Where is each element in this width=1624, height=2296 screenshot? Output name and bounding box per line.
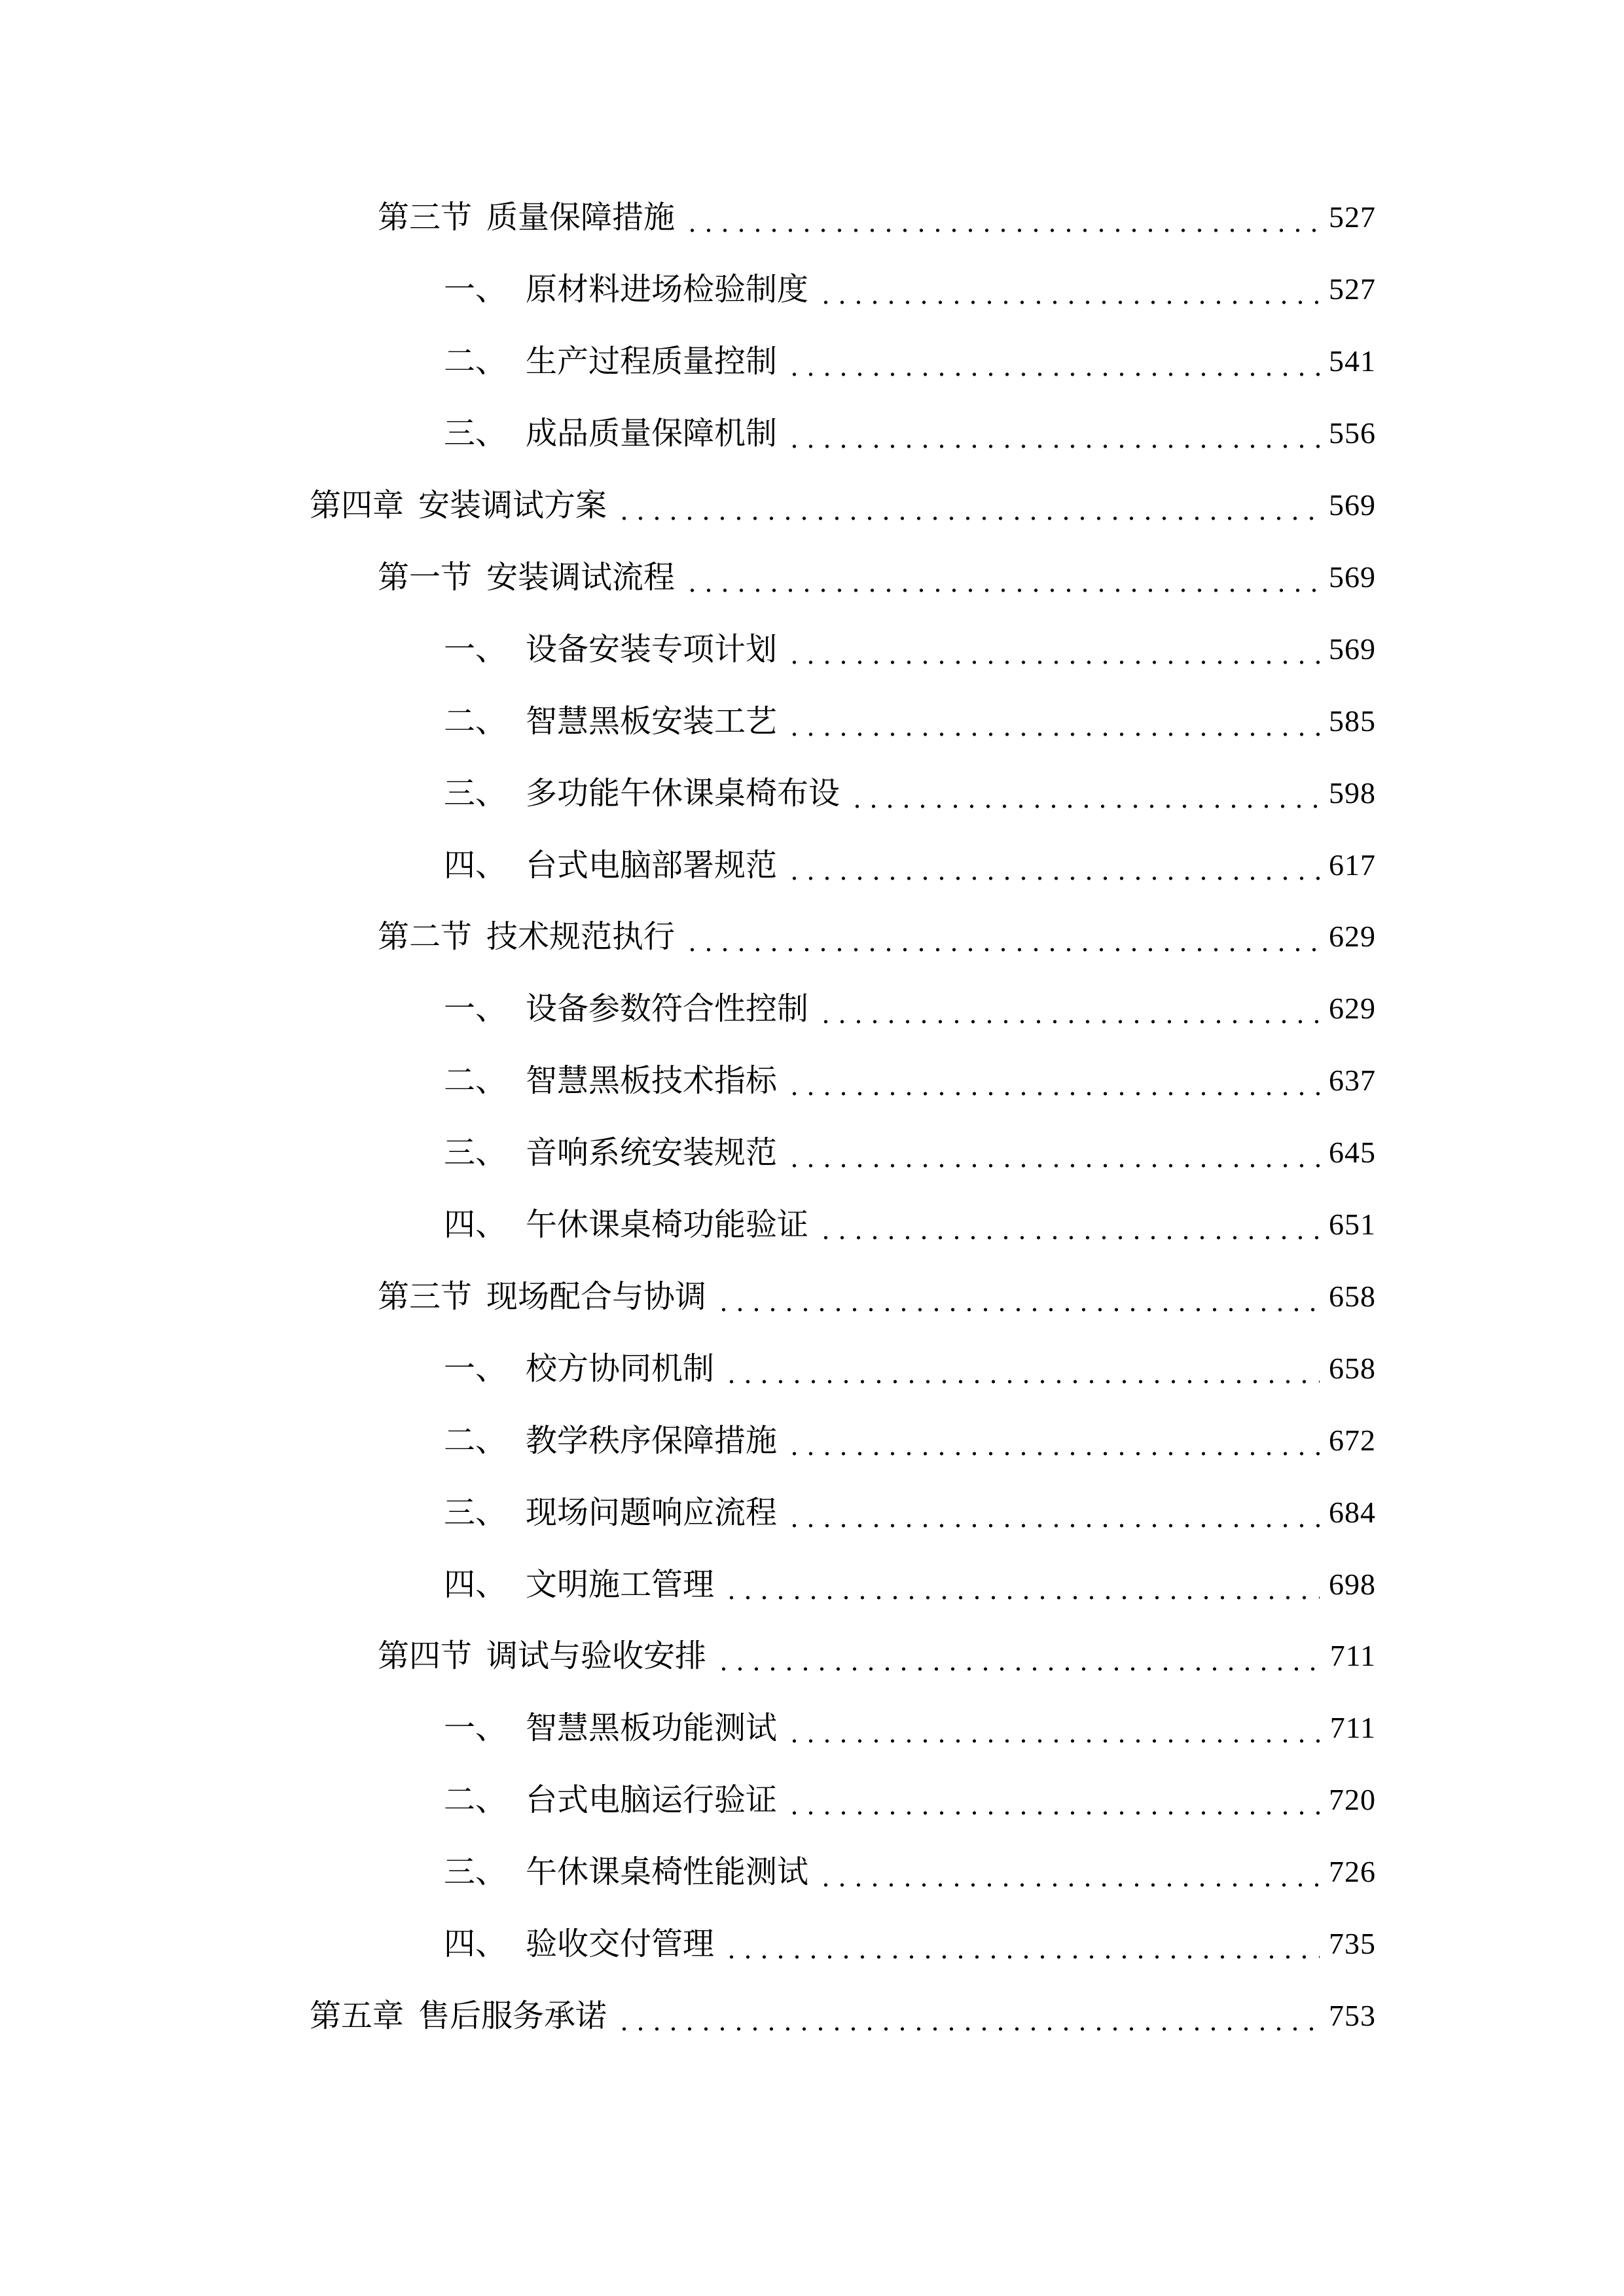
toc-entry-title: 校方协同机制 [526, 1350, 715, 1387]
toc-entry-title: 设备参数符合性控制 [526, 990, 809, 1027]
toc-entry-title: 原材料进场检验制度 [526, 271, 809, 308]
dot-leader [713, 1636, 1321, 1676]
toc-entry-title: 智慧黑板功能测试 [526, 1710, 778, 1746]
toc-entry-number: 二、 [444, 1782, 507, 1818]
toc-entry-title: 安装调试流程 [486, 559, 676, 596]
toc-entry-page: 645 [1329, 1136, 1376, 1169]
toc-entry[interactable] [444, 1565, 1376, 1604]
toc-entry-page: 541 [1329, 344, 1376, 378]
toc-entry-number: 二、 [444, 1062, 507, 1099]
toc-entry-number: 第二节 [378, 918, 473, 955]
toc-entry[interactable] [378, 917, 1376, 956]
toc-entry-number: 第四节 [378, 1638, 473, 1674]
dot-leader [784, 1133, 1320, 1172]
toc-entry-number: 一、 [444, 1710, 507, 1746]
toc-entry-page: 711 [1329, 1711, 1376, 1744]
toc-entry-title: 安装调试方案 [418, 487, 607, 524]
toc-entry[interactable] [444, 342, 1376, 381]
dot-leader [784, 1708, 1321, 1748]
toc-entry-page: 720 [1329, 1783, 1376, 1816]
toc-entry[interactable] [444, 1349, 1376, 1388]
dot-leader [713, 1277, 1320, 1316]
toc-entry-page: 726 [1329, 1855, 1376, 1888]
toc-entry-page: 753 [1329, 1999, 1376, 2032]
toc-entry[interactable] [444, 1061, 1376, 1100]
toc-entry[interactable] [444, 1205, 1376, 1244]
toc-entry-page: 585 [1329, 704, 1376, 738]
toc-entry-page: 672 [1329, 1424, 1376, 1457]
toc-entry[interactable] [444, 1708, 1376, 1748]
toc-entry-number: 一、 [444, 631, 507, 668]
toc-entry[interactable] [444, 702, 1376, 741]
toc-entry-page: 637 [1329, 1064, 1376, 1097]
toc-entry-title: 调试与验收安排 [486, 1638, 707, 1674]
toc-entry-page: 598 [1329, 776, 1376, 810]
dot-leader [815, 270, 1320, 309]
toc-entry-title: 验收交付管理 [526, 1926, 715, 1962]
dot-leader [846, 774, 1320, 813]
toc-entry-number: 一、 [444, 1350, 507, 1387]
toc-entry[interactable] [444, 630, 1376, 669]
toc-entry-number: 二、 [444, 1422, 507, 1459]
toc-entry-page: 556 [1329, 416, 1376, 450]
dot-leader [681, 917, 1320, 956]
toc-entry-page: 569 [1329, 632, 1376, 666]
toc-entry[interactable] [378, 1636, 1376, 1676]
toc-entry-title: 教学秩序保障措施 [526, 1422, 778, 1459]
toc-entry[interactable] [310, 1996, 1376, 2036]
toc-entry-number: 三、 [444, 415, 507, 452]
dot-leader [784, 342, 1320, 381]
toc-entry[interactable] [444, 774, 1376, 813]
toc-entry-number: 一、 [444, 990, 507, 1027]
toc-entry-number: 三、 [444, 1494, 507, 1531]
toc-entry-title: 午休课桌椅功能验证 [526, 1206, 809, 1243]
toc-entry-title: 设备安装专项计划 [526, 631, 778, 668]
toc-entry[interactable] [444, 414, 1376, 453]
toc-entry[interactable] [444, 1924, 1376, 1964]
toc-entry-title: 智慧黑板安装工艺 [526, 703, 778, 740]
toc-entry-page: 658 [1329, 1352, 1376, 1385]
dot-leader [721, 1565, 1320, 1604]
dot-leader [681, 558, 1320, 597]
toc-entry-title: 多功能午休课桌椅布设 [526, 775, 840, 812]
dot-leader [784, 1493, 1320, 1532]
dot-leader [613, 1996, 1320, 2036]
dot-leader [784, 1421, 1320, 1460]
toc-entry-number: 三、 [444, 775, 507, 812]
toc-entry-title: 音响系统安装规范 [526, 1134, 778, 1171]
toc-entry-page: 658 [1329, 1280, 1376, 1313]
toc-entry-page: 569 [1329, 560, 1376, 594]
dot-leader [721, 1349, 1320, 1388]
toc-entry-title: 智慧黑板技术指标 [526, 1062, 778, 1099]
toc-entry-page: 735 [1329, 1927, 1376, 1960]
toc-entry-page: 527 [1329, 272, 1376, 306]
toc-entry-number: 一、 [444, 271, 507, 308]
toc-entry[interactable] [378, 1277, 1376, 1316]
toc-entry-page: 629 [1329, 992, 1376, 1025]
toc-entry[interactable] [444, 1133, 1376, 1172]
toc-entry[interactable] [444, 846, 1376, 885]
toc-entry-page: 617 [1329, 848, 1376, 882]
dot-leader [784, 702, 1320, 741]
toc-entry[interactable] [444, 1421, 1376, 1460]
toc-entry-title: 质量保障措施 [486, 199, 676, 236]
dot-leader [784, 1780, 1320, 1820]
toc-entry-page: 527 [1329, 200, 1376, 234]
dot-leader [784, 1061, 1320, 1100]
toc-entry-title: 成品质量保障机制 [526, 415, 778, 452]
toc-entry-number: 四、 [444, 1926, 507, 1962]
toc-entry-page: 698 [1329, 1568, 1376, 1601]
toc-entry[interactable] [444, 1780, 1376, 1820]
toc-entry-title: 台式电脑运行验证 [526, 1782, 778, 1818]
toc-entry-number: 二、 [444, 343, 507, 380]
toc-entry-number: 四、 [444, 847, 507, 884]
dot-leader [815, 1852, 1320, 1892]
toc-entry-page: 569 [1329, 488, 1376, 522]
toc-entry-number: 第三节 [378, 1278, 473, 1315]
toc-entry[interactable] [444, 989, 1376, 1028]
toc-entry-number: 四、 [444, 1566, 507, 1603]
toc-entry-title: 现场配合与协调 [486, 1278, 707, 1315]
toc-entry-number: 二、 [444, 703, 507, 740]
toc-entry[interactable] [444, 270, 1376, 309]
toc-entry-title: 现场问题响应流程 [526, 1494, 778, 1531]
toc-entry-number: 第四章 [310, 487, 405, 524]
toc-entry-number: 第一节 [378, 559, 473, 596]
toc-entry-number: 第五章 [310, 1998, 405, 2034]
dot-leader [784, 846, 1320, 885]
toc-entry-title: 技术规范执行 [486, 918, 676, 955]
toc-entry-page: 629 [1329, 920, 1376, 953]
toc-entry-number: 三、 [444, 1134, 507, 1171]
dot-leader [815, 989, 1320, 1028]
toc-entry-title: 文明施工管理 [526, 1566, 715, 1603]
dot-leader [681, 198, 1320, 237]
toc-entry-page: 711 [1329, 1639, 1376, 1672]
toc-entry-page: 684 [1329, 1496, 1376, 1529]
dot-leader [815, 1205, 1320, 1244]
toc-entry-page: 651 [1329, 1208, 1376, 1241]
toc-entry-number: 第三节 [378, 199, 473, 236]
dot-leader [784, 630, 1320, 669]
dot-leader [721, 1924, 1320, 1964]
toc-entry[interactable] [444, 1493, 1376, 1532]
toc-entry[interactable] [310, 486, 1376, 525]
toc-entry-number: 三、 [444, 1854, 507, 1890]
toc-entry[interactable] [378, 198, 1376, 237]
toc-entry-title: 午休课桌椅性能测试 [526, 1854, 809, 1890]
toc-entry[interactable] [444, 1852, 1376, 1892]
toc-entry-title: 生产过程质量控制 [526, 343, 778, 380]
dot-leader [784, 414, 1320, 453]
toc-entry[interactable] [378, 558, 1376, 597]
toc-entry-number: 四、 [444, 1206, 507, 1243]
toc-entry-title: 售后服务承诺 [418, 1998, 607, 2034]
dot-leader [613, 486, 1320, 525]
toc-entry-title: 台式电脑部署规范 [526, 847, 778, 884]
